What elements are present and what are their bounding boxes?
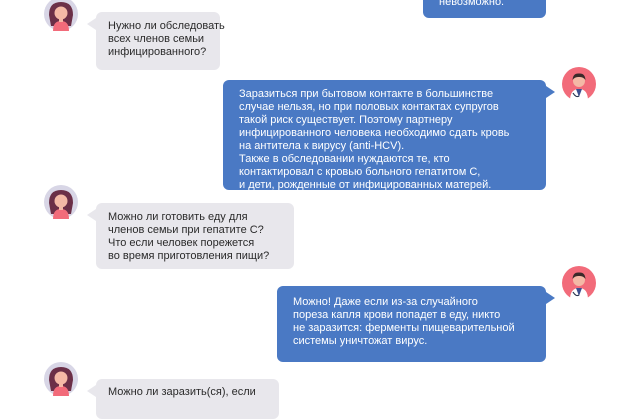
message-line: Можно ли готовить еду для bbox=[108, 211, 248, 223]
message-line: Заразиться при бытовом контакте в большинстве bbox=[239, 88, 494, 100]
patient-avatar bbox=[44, 362, 78, 396]
message-line: всех членов семьи bbox=[108, 33, 205, 45]
message-line: во время приготовления пищи? bbox=[108, 250, 270, 262]
message-line: Нужно ли обследовать bbox=[108, 20, 225, 32]
message-bubble-patient bbox=[96, 203, 294, 269]
message-bubble-doctor bbox=[223, 80, 546, 190]
doctor-avatar bbox=[562, 67, 596, 101]
message-line: системы уничтожат вирус. bbox=[293, 335, 428, 347]
doctor-avatar bbox=[562, 266, 596, 300]
message-bubble-doctor bbox=[423, 0, 546, 18]
message-line: Также в обследовании нуждаются те, кто bbox=[239, 153, 450, 165]
message-line: случае нельзя, но при половых контактах супругов bbox=[239, 101, 499, 113]
message-line: не заразится: ферменты пищеварительной bbox=[293, 322, 515, 334]
message-line: членов семьи при гепатите С? bbox=[108, 224, 264, 236]
message-bubble-doctor bbox=[277, 286, 546, 362]
message-line: контактировал с кровью больного гепатитом С, bbox=[239, 166, 481, 178]
message-line: пореза капля крови попадет в еду, никто bbox=[293, 309, 501, 321]
message-line: Можно ли заразить(ся), если bbox=[108, 386, 256, 398]
message-bubble-patient bbox=[96, 12, 225, 70]
patient-avatar bbox=[44, 0, 78, 31]
message-line: и дети, рожденные от инфицированных матерей. bbox=[239, 179, 492, 191]
message-line: Что если человек порежется bbox=[108, 237, 255, 249]
message-line: на антитела к вирусу (anti-HCV). bbox=[239, 140, 405, 152]
patient-avatar bbox=[44, 185, 78, 219]
message-line: инфицированного человека необходимо сдать кровь bbox=[239, 127, 510, 139]
message-line: инфицированного? bbox=[108, 46, 207, 58]
message-line: такой риск существует. Поэтому партнеру bbox=[239, 114, 453, 126]
message-line: Можно! Даже если из-за случайного bbox=[293, 296, 478, 308]
message-bubble-patient bbox=[96, 379, 279, 419]
message-line: невозможно. bbox=[439, 0, 505, 8]
